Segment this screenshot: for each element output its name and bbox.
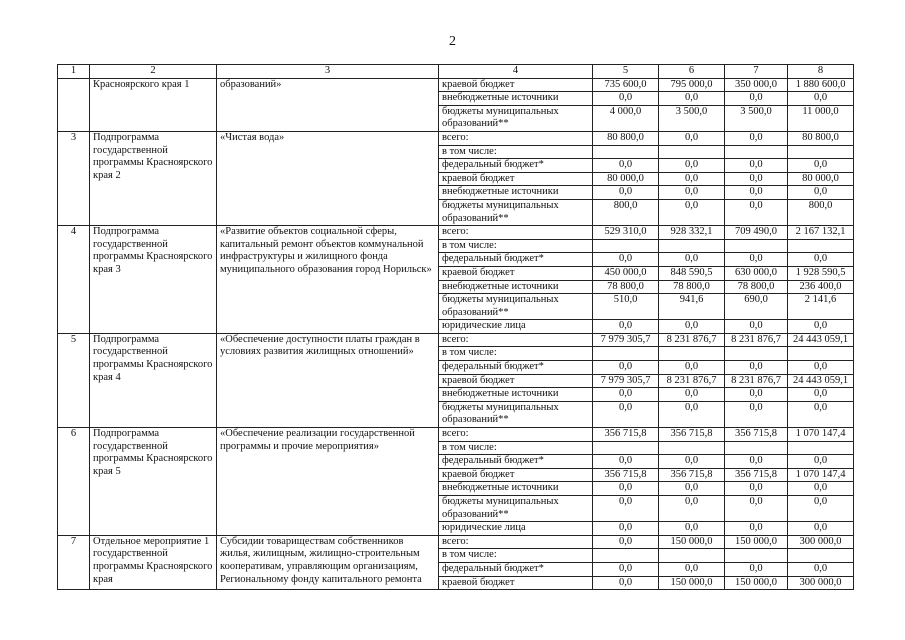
amount-cell: 0,0	[725, 482, 788, 496]
table-row	[58, 535, 854, 549]
amount-cell: 0,0	[593, 253, 659, 267]
amount-cell: 0,0	[593, 159, 659, 173]
amount-cell: 0,0	[725, 92, 788, 106]
program-name: Подпрограмма государственной программы Красноярского края 3	[90, 226, 217, 334]
amount-cell: 2 141,6	[788, 294, 854, 320]
funding-source: всего:	[439, 535, 593, 549]
amount-cell: 0,0	[593, 496, 659, 522]
funding-source: бюджеты муниципальных образований**	[439, 105, 593, 131]
amount-cell: 0,0	[788, 562, 854, 576]
amount-cell: 356 715,8	[593, 428, 659, 442]
amount-cell: 848 590,5	[659, 266, 725, 280]
amount-cell: 80 800,0	[788, 131, 854, 145]
amount-cell: 300 000,0	[788, 535, 854, 549]
amount-cell: 800,0	[593, 199, 659, 225]
row-number: 5	[58, 333, 90, 427]
program-description: образований»	[217, 78, 439, 131]
amount-cell	[659, 145, 725, 159]
program-name: Подпрограмма государственной программы Красноярского края 5	[90, 428, 217, 536]
amount-cell	[788, 239, 854, 253]
amount-cell: 0,0	[788, 496, 854, 522]
funding-source: внебюджетные источники	[439, 186, 593, 200]
funding-source: всего:	[439, 428, 593, 442]
column-number-6: 6	[659, 65, 725, 79]
amount-cell: 78 800,0	[593, 280, 659, 294]
column-number-1: 1	[58, 65, 90, 79]
amount-cell: 356 715,8	[659, 468, 725, 482]
amount-cell: 0,0	[788, 186, 854, 200]
amount-cell: 800,0	[788, 199, 854, 225]
row-number	[58, 78, 90, 131]
amount-cell: 0,0	[659, 172, 725, 186]
amount-cell: 150 000,0	[725, 576, 788, 590]
program-name: Отдельное мероприятие 1 государственной программы Красноярского края	[90, 535, 217, 589]
amount-cell: 0,0	[593, 361, 659, 375]
amount-cell: 1 070 147,4	[788, 428, 854, 442]
amount-cell: 0,0	[725, 562, 788, 576]
amount-cell: 0,0	[659, 320, 725, 334]
amount-cell	[788, 347, 854, 361]
table-row	[58, 78, 854, 92]
amount-cell: 8 231 876,7	[659, 333, 725, 347]
amount-cell: 630 000,0	[725, 266, 788, 280]
amount-cell: 941,6	[659, 294, 725, 320]
amount-cell: 735 600,0	[593, 78, 659, 92]
amount-cell	[659, 347, 725, 361]
amount-cell: 450 000,0	[593, 266, 659, 280]
amount-cell: 0,0	[659, 496, 725, 522]
amount-cell: 0,0	[659, 522, 725, 536]
amount-cell: 7 979 305,7	[593, 333, 659, 347]
amount-cell: 0,0	[659, 159, 725, 173]
amount-cell: 0,0	[593, 92, 659, 106]
amount-cell: 0,0	[659, 131, 725, 145]
amount-cell: 0,0	[593, 401, 659, 427]
amount-cell	[725, 549, 788, 563]
amount-cell	[725, 347, 788, 361]
amount-cell: 8 231 876,7	[725, 333, 788, 347]
funding-source: краевой бюджет	[439, 576, 593, 590]
amount-cell: 80 800,0	[593, 131, 659, 145]
amount-cell: 0,0	[725, 522, 788, 536]
amount-cell: 795 000,0	[659, 78, 725, 92]
amount-cell	[725, 145, 788, 159]
funding-source: бюджеты муниципальных образований**	[439, 496, 593, 522]
funding-source: внебюджетные источники	[439, 482, 593, 496]
amount-cell: 0,0	[788, 361, 854, 375]
table-row	[58, 428, 854, 442]
program-description: «Обеспечение реализации государственной программы и прочие мероприятия»	[217, 428, 439, 536]
table-header-row	[58, 65, 854, 79]
amount-cell	[659, 441, 725, 455]
amount-cell: 0,0	[659, 562, 725, 576]
amount-cell: 0,0	[788, 92, 854, 106]
funding-source: краевой бюджет	[439, 266, 593, 280]
funding-source: всего:	[439, 131, 593, 145]
funding-source: в том числе:	[439, 347, 593, 361]
amount-cell	[659, 239, 725, 253]
table-row	[58, 226, 854, 240]
amount-cell: 24 443 059,1	[788, 374, 854, 388]
amount-cell	[659, 549, 725, 563]
amount-cell: 236 400,0	[788, 280, 854, 294]
amount-cell: 0,0	[788, 482, 854, 496]
amount-cell: 0,0	[725, 131, 788, 145]
amount-cell: 0,0	[725, 455, 788, 469]
amount-cell: 0,0	[725, 388, 788, 402]
column-number-5: 5	[593, 65, 659, 79]
amount-cell: 0,0	[593, 562, 659, 576]
funding-source: бюджеты муниципальных образований**	[439, 294, 593, 320]
amount-cell: 0,0	[593, 388, 659, 402]
amount-cell: 356 715,8	[593, 468, 659, 482]
funding-source: в том числе:	[439, 239, 593, 253]
amount-cell: 0,0	[788, 253, 854, 267]
funding-source: внебюджетные источники	[439, 280, 593, 294]
funding-source: в том числе:	[439, 145, 593, 159]
amount-cell: 0,0	[725, 159, 788, 173]
amount-cell: 8 231 876,7	[725, 374, 788, 388]
amount-cell: 928 332,1	[659, 226, 725, 240]
amount-cell	[593, 549, 659, 563]
amount-cell: 0,0	[593, 320, 659, 334]
column-number-2: 2	[90, 65, 217, 79]
amount-cell: 80 000,0	[788, 172, 854, 186]
amount-cell	[593, 239, 659, 253]
column-number-4: 4	[439, 65, 593, 79]
amount-cell	[725, 239, 788, 253]
amount-cell: 1 928 590,5	[788, 266, 854, 280]
column-number-7: 7	[725, 65, 788, 79]
funding-source: в том числе:	[439, 549, 593, 563]
amount-cell: 4 000,0	[593, 105, 659, 131]
amount-cell: 0,0	[788, 401, 854, 427]
program-description: «Чистая вода»	[217, 131, 439, 225]
amount-cell: 356 715,8	[725, 428, 788, 442]
amount-cell: 0,0	[788, 388, 854, 402]
budget-table	[57, 64, 854, 590]
amount-cell: 0,0	[788, 320, 854, 334]
table-row	[58, 333, 854, 347]
amount-cell	[788, 549, 854, 563]
funding-source: всего:	[439, 333, 593, 347]
amount-cell: 1 880 600,0	[788, 78, 854, 92]
amount-cell: 0,0	[593, 576, 659, 590]
column-number-8: 8	[788, 65, 854, 79]
amount-cell: 709 490,0	[725, 226, 788, 240]
program-description: Субсидии товариществам собственников жилья, жилищным, жилищно-строительным кооперативам, управляющим организациям, Региональному фонду капитального ремонта	[217, 535, 439, 589]
amount-cell: 0,0	[725, 320, 788, 334]
table-row	[58, 131, 854, 145]
amount-cell: 78 800,0	[659, 280, 725, 294]
row-number: 6	[58, 428, 90, 536]
program-name: Подпрограмма государственной программы Красноярского края 2	[90, 131, 217, 225]
amount-cell: 0,0	[659, 92, 725, 106]
amount-cell: 0,0	[725, 361, 788, 375]
amount-cell	[788, 441, 854, 455]
funding-source: внебюджетные источники	[439, 92, 593, 106]
amount-cell: 510,0	[593, 294, 659, 320]
amount-cell	[593, 441, 659, 455]
amount-cell: 0,0	[788, 522, 854, 536]
amount-cell: 1 070 147,4	[788, 468, 854, 482]
funding-source: юридические лица	[439, 522, 593, 536]
row-number: 3	[58, 131, 90, 225]
row-number: 7	[58, 535, 90, 589]
amount-cell: 0,0	[725, 199, 788, 225]
amount-cell: 0,0	[659, 455, 725, 469]
amount-cell: 11 000,0	[788, 105, 854, 131]
amount-cell: 3 500,0	[659, 105, 725, 131]
page-number: 2	[449, 34, 456, 49]
amount-cell: 690,0	[725, 294, 788, 320]
funding-source: в том числе:	[439, 441, 593, 455]
amount-cell: 150 000,0	[725, 535, 788, 549]
funding-source: бюджеты муниципальных образований**	[439, 199, 593, 225]
amount-cell: 0,0	[659, 482, 725, 496]
program-name: Красноярского края 1	[90, 78, 217, 131]
amount-cell: 0,0	[593, 522, 659, 536]
amount-cell: 78 800,0	[725, 280, 788, 294]
amount-cell	[725, 441, 788, 455]
funding-source: краевой бюджет	[439, 172, 593, 186]
amount-cell: 350 000,0	[725, 78, 788, 92]
funding-source: бюджеты муниципальных образований**	[439, 401, 593, 427]
amount-cell: 300 000,0	[788, 576, 854, 590]
funding-source: федеральный бюджет*	[439, 562, 593, 576]
amount-cell: 2 167 132,1	[788, 226, 854, 240]
amount-cell: 0,0	[593, 455, 659, 469]
amount-cell: 0,0	[725, 401, 788, 427]
funding-source: краевой бюджет	[439, 374, 593, 388]
row-number: 4	[58, 226, 90, 334]
amount-cell: 0,0	[659, 388, 725, 402]
program-description: «Обеспечение доступности платы граждан в условиях развития жилищных отношений»	[217, 333, 439, 427]
amount-cell: 0,0	[659, 253, 725, 267]
funding-source: внебюджетные источники	[439, 388, 593, 402]
column-number-3: 3	[217, 65, 439, 79]
program-name: Подпрограмма государственной программы Красноярского края 4	[90, 333, 217, 427]
funding-source: федеральный бюджет*	[439, 253, 593, 267]
funding-source: федеральный бюджет*	[439, 159, 593, 173]
amount-cell: 0,0	[659, 199, 725, 225]
funding-source: федеральный бюджет*	[439, 361, 593, 375]
amount-cell: 0,0	[593, 535, 659, 549]
amount-cell: 24 443 059,1	[788, 333, 854, 347]
amount-cell: 7 979 305,7	[593, 374, 659, 388]
amount-cell: 0,0	[659, 401, 725, 427]
amount-cell: 0,0	[725, 496, 788, 522]
amount-cell: 0,0	[593, 482, 659, 496]
amount-cell	[593, 347, 659, 361]
funding-source: краевой бюджет	[439, 468, 593, 482]
funding-source: федеральный бюджет*	[439, 455, 593, 469]
amount-cell	[593, 145, 659, 159]
funding-source: краевой бюджет	[439, 78, 593, 92]
amount-cell: 0,0	[725, 186, 788, 200]
amount-cell: 356 715,8	[659, 428, 725, 442]
amount-cell: 3 500,0	[725, 105, 788, 131]
amount-cell: 0,0	[725, 253, 788, 267]
amount-cell: 150 000,0	[659, 576, 725, 590]
amount-cell: 529 310,0	[593, 226, 659, 240]
program-description: «Развитие объектов социальной сферы, капитальный ремонт объектов коммунальной инфраструктуры и жилищного фонда муниципального образования город Норильск»	[217, 226, 439, 334]
amount-cell: 0,0	[659, 186, 725, 200]
amount-cell: 0,0	[593, 186, 659, 200]
funding-source: всего:	[439, 226, 593, 240]
amount-cell: 80 000,0	[593, 172, 659, 186]
amount-cell	[788, 145, 854, 159]
amount-cell: 0,0	[725, 172, 788, 186]
amount-cell: 0,0	[788, 159, 854, 173]
funding-source: юридические лица	[439, 320, 593, 334]
amount-cell: 8 231 876,7	[659, 374, 725, 388]
amount-cell: 0,0	[659, 361, 725, 375]
amount-cell: 0,0	[788, 455, 854, 469]
amount-cell: 356 715,8	[725, 468, 788, 482]
amount-cell: 150 000,0	[659, 535, 725, 549]
